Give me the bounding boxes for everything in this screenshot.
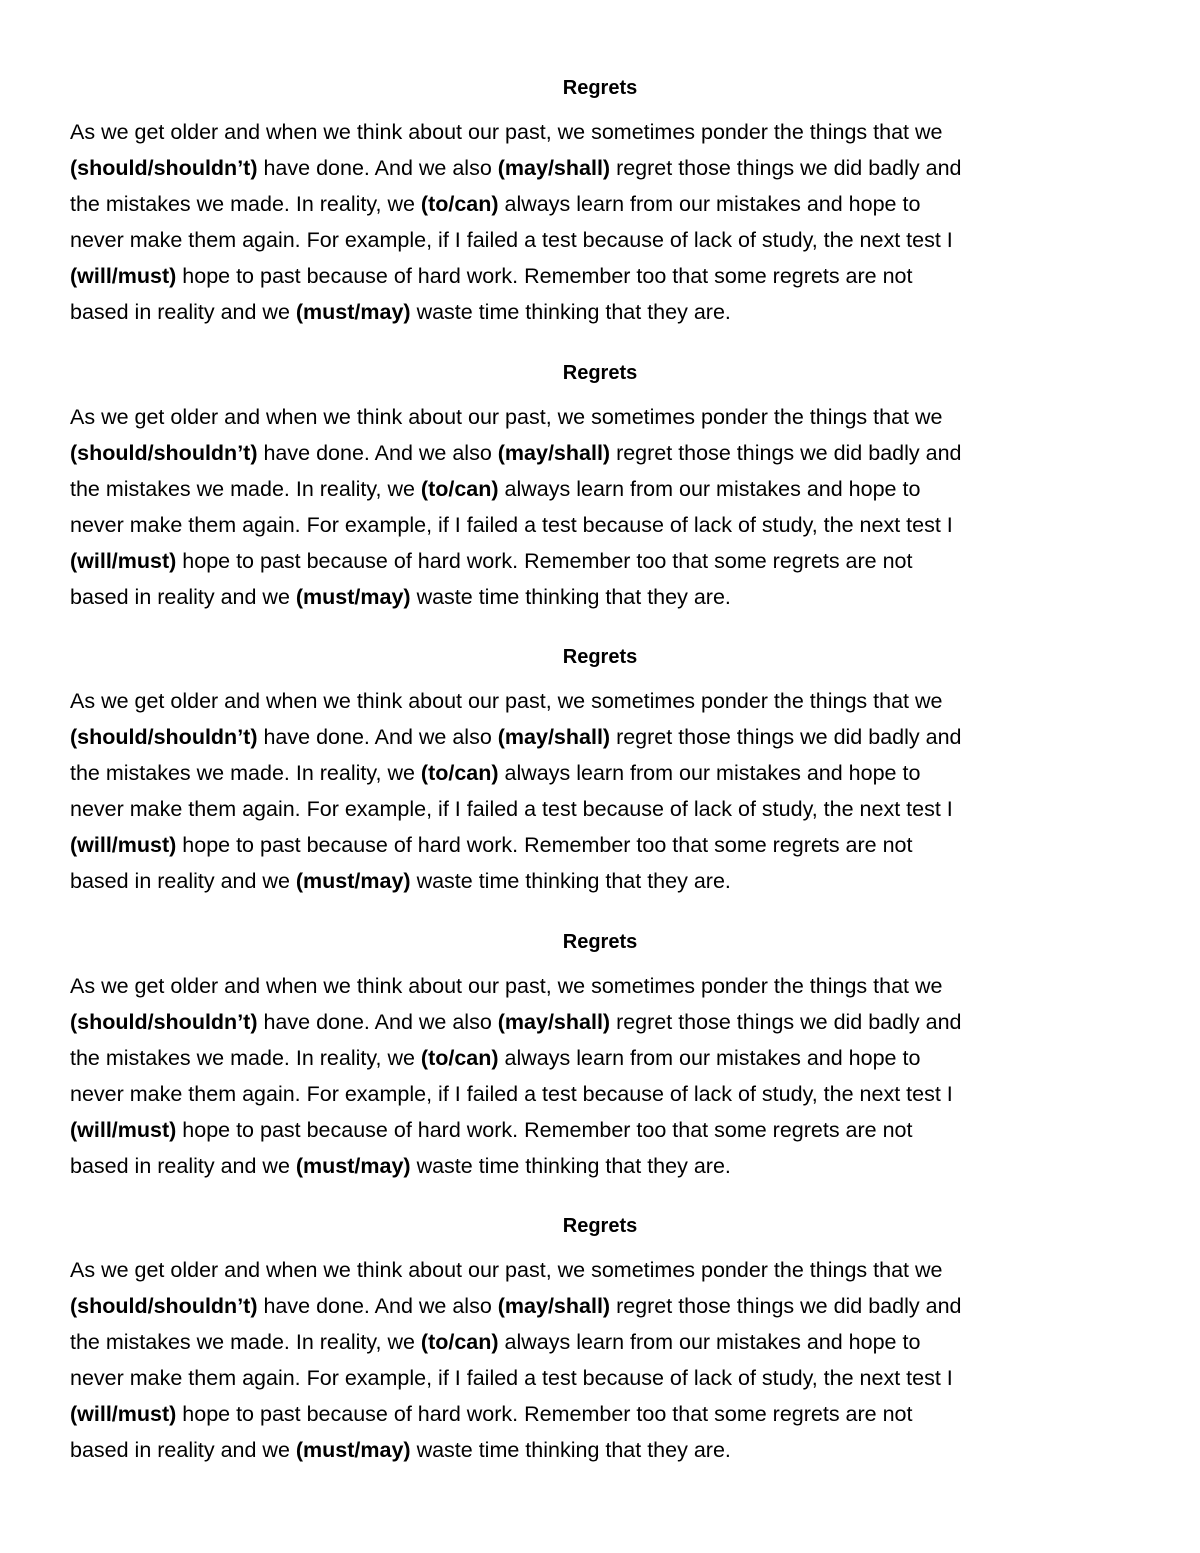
passage-text: always learn from our mistakes and hope to xyxy=(498,1046,921,1070)
passage-text: regret those things we did badly and xyxy=(610,1294,962,1318)
modal-choice: (may/shall) xyxy=(497,441,611,465)
modal-choice: (to/can) xyxy=(420,761,499,785)
passage-line xyxy=(70,294,1130,330)
passage-line xyxy=(70,258,1130,294)
passage-line xyxy=(70,827,1130,863)
passage-line xyxy=(70,543,1130,579)
section-title: Regrets xyxy=(562,362,638,384)
section-title: Regrets xyxy=(562,931,638,953)
passage-text: based in reality and we xyxy=(70,585,296,609)
modal-choice: (must/may) xyxy=(295,300,411,324)
passage-line xyxy=(70,507,1130,543)
passage-text: hope to past because of hard work. Remember too that some regrets are not xyxy=(176,833,913,857)
passage-text: based in reality and we xyxy=(70,1154,296,1178)
section-title: Regrets xyxy=(562,77,638,99)
passage-text: always learn from our mistakes and hope to xyxy=(498,1330,921,1354)
passage-text: waste time thinking that they are. xyxy=(410,869,731,893)
modal-choice: (will/must) xyxy=(70,833,177,857)
modal-choice: (will/must) xyxy=(70,1118,177,1142)
passage-line xyxy=(70,1252,1130,1288)
passage-text: have done. And we also xyxy=(257,1294,498,1318)
passage-line xyxy=(70,1112,1130,1148)
modal-choice: (should/shouldn’t) xyxy=(70,1294,258,1318)
modal-choice: (should/shouldn’t) xyxy=(70,1010,258,1034)
passage-text: never make them again. For example, if I failed a test because of lack of study, the next test I xyxy=(70,513,953,537)
passage-line xyxy=(70,1148,1130,1184)
passage-text: hope to past because of hard work. Remember too that some regrets are not xyxy=(176,1118,913,1142)
passage-line xyxy=(70,1360,1130,1396)
passage-text: never make them again. For example, if I failed a test because of lack of study, the next test I xyxy=(70,228,953,252)
passage-line xyxy=(70,1004,1130,1040)
modal-choice: (may/shall) xyxy=(497,1010,611,1034)
modal-choice: (to/can) xyxy=(420,1046,499,1070)
passage-body xyxy=(70,683,1130,899)
passage-text: the mistakes we made. In reality, we xyxy=(70,192,421,216)
passage-line xyxy=(70,114,1130,150)
passage-line xyxy=(70,968,1130,1004)
passage-text: never make them again. For example, if I failed a test because of lack of study, the next test I xyxy=(70,1366,953,1390)
passage-text: hope to past because of hard work. Remember too that some regrets are not xyxy=(176,1402,913,1426)
passage-text: hope to past because of hard work. Remember too that some regrets are not xyxy=(176,549,913,573)
passage-line xyxy=(70,150,1130,186)
passage-text: have done. And we also xyxy=(257,1010,498,1034)
passage-body xyxy=(70,114,1130,330)
passage-body xyxy=(70,1252,1130,1468)
modal-choice: (may/shall) xyxy=(497,1294,611,1318)
passage-text: hope to past because of hard work. Remember too that some regrets are not xyxy=(176,264,913,288)
modal-choice: (should/shouldn’t) xyxy=(70,441,258,465)
passage-text: have done. And we also xyxy=(257,156,498,180)
section-title: Regrets xyxy=(562,1215,638,1237)
passage-text: have done. And we also xyxy=(257,441,498,465)
passage-body xyxy=(70,399,1130,615)
passage-line xyxy=(70,471,1130,507)
passage-text: regret those things we did badly and xyxy=(610,1010,962,1034)
modal-choice: (must/may) xyxy=(295,585,411,609)
passage-text: always learn from our mistakes and hope to xyxy=(498,192,921,216)
passage-text: the mistakes we made. In reality, we xyxy=(70,1046,421,1070)
modal-choice: (may/shall) xyxy=(497,725,611,749)
passage-section-2 xyxy=(70,361,1130,615)
passage-text: based in reality and we xyxy=(70,300,296,324)
passage-text: always learn from our mistakes and hope to xyxy=(498,477,921,501)
passage-text: based in reality and we xyxy=(70,869,296,893)
passage-text: As we get older and when we think about our past, we sometimes ponder the things that we xyxy=(70,405,943,429)
passage-text: As we get older and when we think about our past, we sometimes ponder the things that we xyxy=(70,974,943,998)
passage-line xyxy=(70,1040,1130,1076)
passage-text: regret those things we did badly and xyxy=(610,441,962,465)
passage-line xyxy=(70,1076,1130,1112)
modal-choice: (should/shouldn’t) xyxy=(70,725,258,749)
passage-text: waste time thinking that they are. xyxy=(410,1154,731,1178)
passage-text: the mistakes we made. In reality, we xyxy=(70,761,421,785)
passage-line xyxy=(70,435,1130,471)
passage-body xyxy=(70,968,1130,1184)
passage-text: never make them again. For example, if I failed a test because of lack of study, the next test I xyxy=(70,1082,953,1106)
passage-line xyxy=(70,399,1130,435)
passage-text: waste time thinking that they are. xyxy=(410,585,731,609)
passage-text: have done. And we also xyxy=(257,725,498,749)
passage-text: waste time thinking that they are. xyxy=(410,300,731,324)
modal-choice: (may/shall) xyxy=(497,156,611,180)
passage-line xyxy=(70,1396,1130,1432)
modal-choice: (to/can) xyxy=(420,477,499,501)
modal-choice: (must/may) xyxy=(295,1154,411,1178)
modal-choice: (must/may) xyxy=(295,869,411,893)
passage-line xyxy=(70,683,1130,719)
passage-text: always learn from our mistakes and hope to xyxy=(498,761,921,785)
passage-section-5 xyxy=(70,1214,1130,1468)
passage-line xyxy=(70,719,1130,755)
passage-line xyxy=(70,579,1130,615)
passage-section-4 xyxy=(70,930,1130,1184)
passage-section-3 xyxy=(70,645,1130,899)
passage-line xyxy=(70,1324,1130,1360)
modal-choice: (must/may) xyxy=(295,1438,411,1462)
passage-text: the mistakes we made. In reality, we xyxy=(70,477,421,501)
passage-line xyxy=(70,186,1130,222)
passage-text: based in reality and we xyxy=(70,1438,296,1462)
modal-choice: (will/must) xyxy=(70,549,177,573)
modal-choice: (to/can) xyxy=(420,192,499,216)
modal-choice: (will/must) xyxy=(70,264,177,288)
passage-text: never make them again. For example, if I failed a test because of lack of study, the next test I xyxy=(70,797,953,821)
passage-text: As we get older and when we think about our past, we sometimes ponder the things that we xyxy=(70,120,943,144)
section-title: Regrets xyxy=(562,646,638,668)
passage-text: waste time thinking that they are. xyxy=(410,1438,731,1462)
passage-section-1 xyxy=(70,76,1130,330)
passage-text: As we get older and when we think about our past, we sometimes ponder the things that we xyxy=(70,689,943,713)
passage-line xyxy=(70,222,1130,258)
passage-text: regret those things we did badly and xyxy=(610,725,962,749)
passage-text: regret those things we did badly and xyxy=(610,156,962,180)
passage-line xyxy=(70,755,1130,791)
passage-line xyxy=(70,791,1130,827)
modal-choice: (will/must) xyxy=(70,1402,177,1426)
modal-choice: (to/can) xyxy=(420,1330,499,1354)
passage-text: As we get older and when we think about our past, we sometimes ponder the things that we xyxy=(70,1258,943,1282)
passage-text: the mistakes we made. In reality, we xyxy=(70,1330,421,1354)
passage-line xyxy=(70,1288,1130,1324)
modal-choice: (should/shouldn’t) xyxy=(70,156,258,180)
passage-line xyxy=(70,863,1130,899)
passage-line xyxy=(70,1432,1130,1468)
